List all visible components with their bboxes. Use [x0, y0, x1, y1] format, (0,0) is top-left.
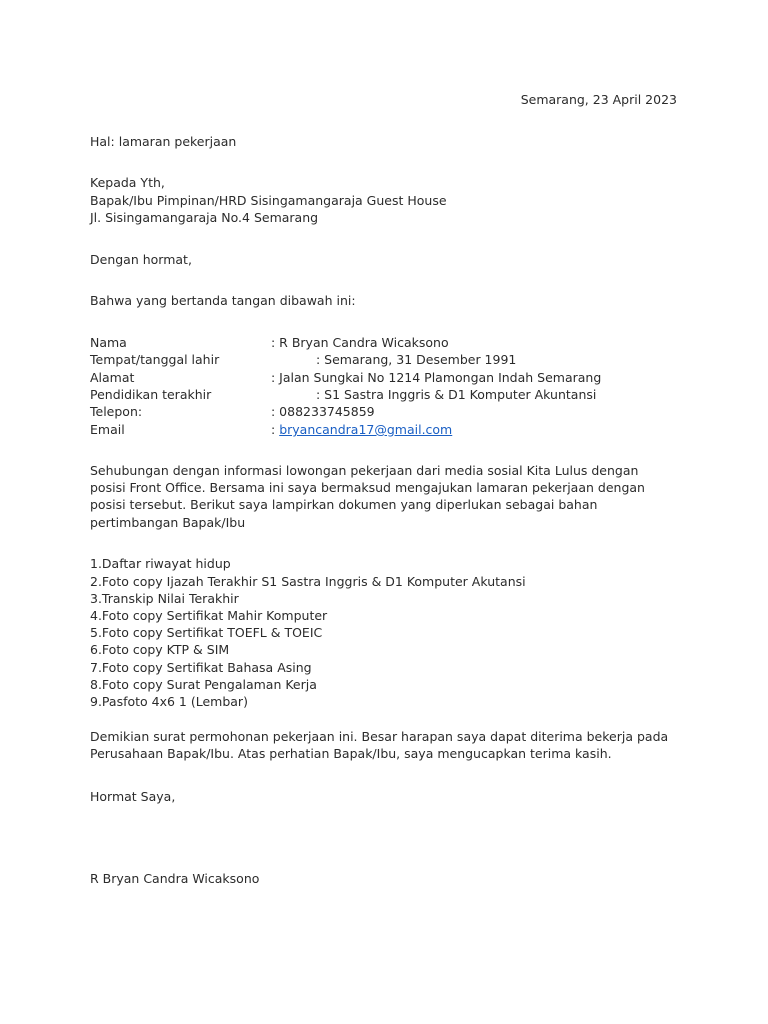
body-line: posisi Front Office. Bersama ini saya bermaksud mengajukan lamaran pekerjaan dengan: [90, 480, 645, 495]
recipient-salutation: Kepada Yth,: [90, 175, 165, 190]
email-colon: :: [271, 422, 276, 437]
detail-label-email: Email: [90, 422, 125, 437]
detail-value-education: : S1 Sastra Inggris & D1 Komputer Akuntansi: [316, 387, 597, 402]
detail-value-email: [271, 421, 452, 438]
detail-value-address: : Jalan Sungkai No 1214 Plamongan Indah Semarang: [271, 370, 602, 385]
attachment-item: 6.Foto copy KTP & SIM: [90, 642, 230, 657]
attachment-item: 5.Foto copy Sertifikat TOEFL & TOEIC: [90, 625, 323, 640]
letter-subject: Hal: lamaran pekerjaan: [90, 134, 237, 149]
sign-off: Hormat Saya,: [90, 789, 176, 804]
detail-value-birth: : Semarang, 31 Desember 1991: [316, 352, 517, 367]
attachment-item: 1.Daftar riwayat hidup: [90, 556, 231, 571]
attachment-item: 8.Foto copy Surat Pengalaman Kerja: [90, 677, 317, 692]
detail-label-name: Nama: [90, 335, 127, 350]
attachment-item: 4.Foto copy Sertifikat Mahir Komputer: [90, 608, 328, 623]
detail-label-birth: Tempat/tanggal lahir: [90, 352, 220, 367]
detail-value-phone: : 088233745859: [271, 404, 375, 419]
attachment-item: 7.Foto copy Sertifikat Bahasa Asing: [90, 660, 312, 675]
closing-line: Perusahaan Bapak/Ibu. Atas perhatian Bapak/Ibu, saya mengucapkan terima kasih.: [90, 746, 612, 761]
recipient-name: Bapak/Ibu Pimpinan/HRD Sisingamangaraja Guest House: [90, 193, 447, 208]
closing-line: Demikian surat permohonan pekerjaan ini. Besar harapan saya dapat diterima bekerja pada: [90, 729, 669, 744]
body-line: posisi tersebut. Berikut saya lampirkan dokumen yang diperlukan sebagai bahan: [90, 497, 598, 512]
body-line: pertimbangan Bapak/Ibu: [90, 515, 246, 530]
intro-text: Bahwa yang bertanda tangan dibawah ini:: [90, 293, 356, 308]
signature-name: R Bryan Candra Wicaksono: [90, 871, 260, 886]
detail-value-name: : R Bryan Candra Wicaksono: [271, 335, 449, 350]
greeting: Dengan hormat,: [90, 252, 192, 267]
email-link[interactable]: bryancandra17@gmail.com: [279, 422, 453, 437]
recipient-address: Jl. Sisingamangaraja No.4 Semarang: [90, 210, 319, 225]
letter-date: Semarang, 23 April 2023: [520, 92, 677, 107]
detail-label-address: Alamat: [90, 370, 135, 385]
attachment-item: 3.Transkip Nilai Terakhir: [90, 591, 239, 606]
detail-label-education: Pendidikan terakhir: [90, 387, 212, 402]
attachment-item: 9.Pasfoto 4x6 1 (Lembar): [90, 694, 248, 709]
detail-label-phone: Telepon:: [90, 404, 143, 419]
body-line: Sehubungan dengan informasi lowongan pekerjaan dari media sosial Kita Lulus dengan: [90, 463, 639, 478]
attachment-item: 2.Foto copy Ijazah Terakhir S1 Sastra Inggris & D1 Komputer Akutansi: [90, 574, 526, 589]
